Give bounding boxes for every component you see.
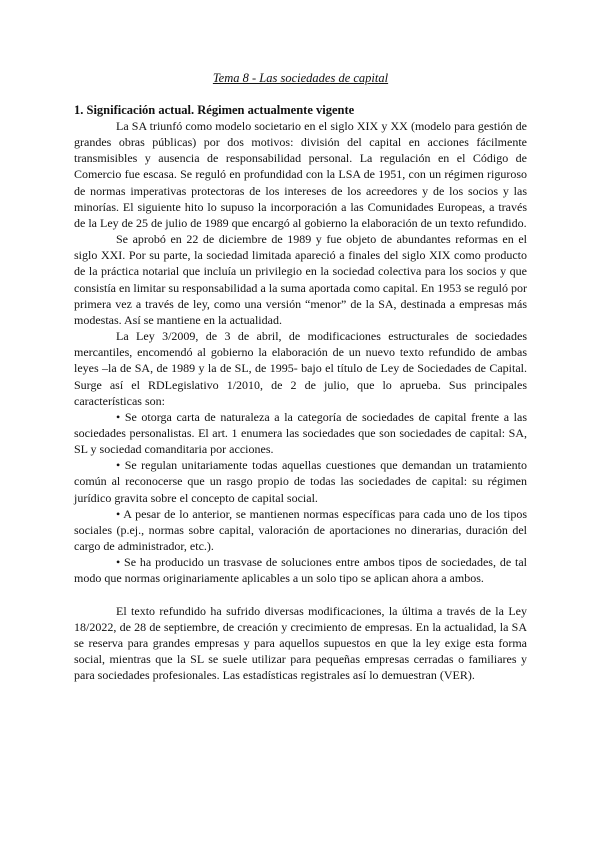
document-page — [74, 70, 527, 683]
bullet-item-3: • A pesar de lo anterior, se mantienen normas específicas para cada uno de los tipos sociales (p.ej., normas sobre capital, valoración de aportaciones no dinerarias, duración del cargo de administrador, etc.). — [74, 506, 527, 554]
bullet-item-1: • Se otorga carta de naturaleza a la categoría de sociedades de capital frente a las sociedades personalistas. El art. 1 enumera las sociedades que son sociedades de capital: SA, SL y sociedad comanditaria por acciones. — [74, 409, 527, 457]
paragraph-3: La Ley 3/2009, de 3 de abril, de modificaciones estructurales de sociedades mercantiles, encomendó al gobierno la elaboración de un nuevo texto refundido de ambas leyes –la de SA, de 1989 y la de SL, de 1995- bajo el título de Ley de Sociedades de Capital. Surge así el RDLegislativo 1/2010, de 2 de julio, que lo aprueba. Sus principales características son: — [74, 329, 527, 408]
paragraph-1: La SA triunfó como modelo societario en el siglo XIX y XX (modelo para gestión de grandes obras públicas) por dos motivos: división del capital en acciones fácilmente transmisibles y ausencia de responsabilidad personal. La regulación en el Código de Comercio fue escasa. Se reguló en profundidad con la LSA de 1951, con un régimen riguroso de normas imperativas protectoras de los intereses de los acreedores y de los socios y las minorías. El siguiente hito lo supuso la incorporación a las Comunidades Europeas, a través de la Ley de 25 de julio de 1989 que encargó al gobierno la elaboración de un texto refundido. — [74, 119, 527, 230]
document-title: Tema 8 - Las sociedades de capital — [212, 71, 389, 85]
paragraph-spacer — [74, 587, 527, 603]
bullet-item-2: • Se regulan unitariamente todas aquellas cuestiones que demandan un tratamiento común al reconocerse que un rasgo propio de todas las sociedades de capital: su régimen jurídico gravita sobre el concepto de capital social. — [74, 458, 527, 505]
bullet-item-4: • Se ha producido un trasvase de soluciones entre ambos tipos de sociedades, de tal modo que normas originariamente aplicables a un solo tipo se aplican ahora a ambos. — [74, 555, 527, 586]
closing-paragraph: El texto refundido ha sufrido diversas modificaciones, la última a través de la Ley 18/2022, de 28 de septiembre, de creación y crecimiento de empresas. En la actualidad, la SA se reserva para grandes empresas y para aquellos supuestos en que la ley exige esta forma social, mientras que la SL se suele utilizar para pequeñas empresas cerradas o familiares y para sociedades profesionales. Las estadísticas registrales así lo demuestran (VER). — [74, 603, 527, 683]
paragraph-2: Se aprobó en 22 de diciembre de 1989 y fue objeto de abundantes reformas en el siglo XXI. Por su parte, la sociedad limitada apareció a finales del siglo XIX como producto de la práctica notarial que incluía un privilegio en la sociedad colectiva para los socios y que consistía en limitar su responsabilidad a la suma aportada como capital. En 1953 se reguló por primera vez a través de ley, como una versión “menor” de la SA, destinada a empresas más modestas. Así se mantiene en la actualidad. — [74, 232, 527, 327]
section-heading: 1. Significación actual. Régimen actualmente vigente — [74, 103, 355, 117]
